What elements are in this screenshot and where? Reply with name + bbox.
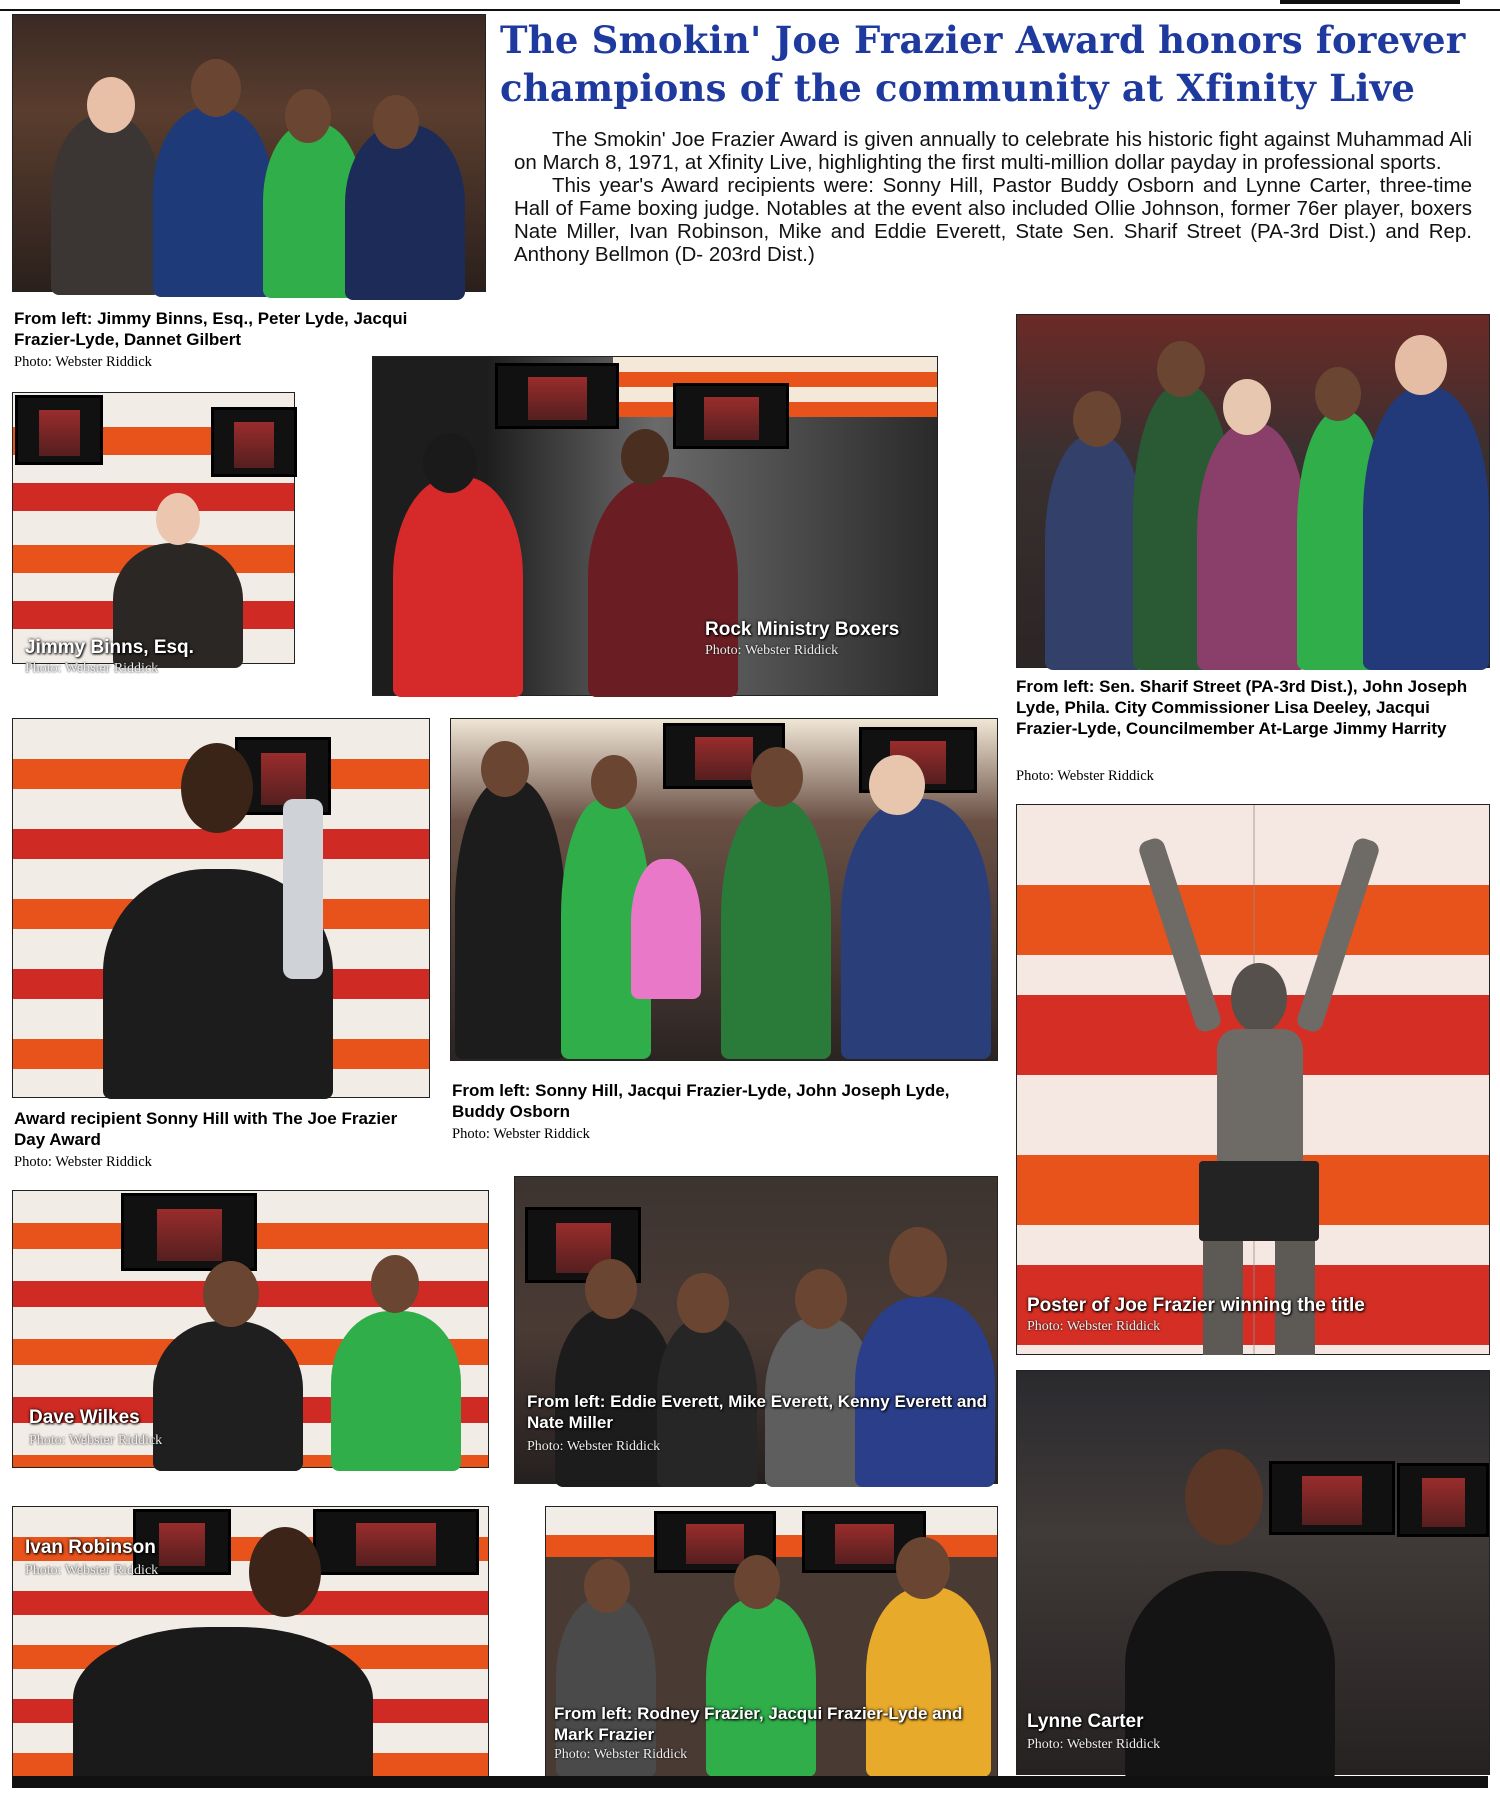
credit-dave: Photo: Webster Riddick <box>29 1433 163 1448</box>
caption-ivan: Ivan Robinson <box>25 1537 156 1558</box>
photo-ivan-robinson <box>12 1506 489 1783</box>
photo-dave-wilkes <box>12 1190 489 1468</box>
photo-jimmy-binns <box>12 392 295 676</box>
caption-lynne: Lynne Carter <box>1027 1711 1144 1732</box>
caption-sonny: Award recipient Sonny Hill with The Joe Frazier Day Award <box>14 1109 398 1149</box>
photo-lynne-carter <box>1016 1370 1490 1775</box>
caption-jimmy: Jimmy Binns, Esq. <box>25 637 194 658</box>
caption-poster: Poster of Joe Frazier winning the title <box>1027 1295 1365 1316</box>
credit-sonny: Photo: Webster Riddick <box>14 1154 152 1170</box>
credit-rock: Photo: Webster Riddick <box>705 643 839 658</box>
photo-osborn-group <box>450 718 998 1061</box>
photo-top-group <box>12 14 486 292</box>
caption-dave: Dave Wilkes <box>29 1407 140 1428</box>
caption-rodney: From left: Rodney Frazier, Jacqui Frazier-Lyde and Mark Frazier <box>554 1704 963 1744</box>
credit-top-group: Photo: Webster Riddick <box>14 354 152 370</box>
photo-sonny-hill <box>12 718 430 1098</box>
credit-poster: Photo: Webster Riddick <box>1027 1319 1161 1334</box>
paragraph-2: This year's Award recipients were: Sonny Hill, Pastor Buddy Osborn and Lynne Carter, three-time Hall of Fame boxing judge. Notables at the event also included Ollie Johnson, former 76er player, boxers Nate Miller, Ivan Robinson, Mike and Eddie Everett, State Sen. Sharif Street (PA-3rd Dist.) and Rep. Anthony Bellmon (D- 203rd Dist.) <box>514 174 1472 266</box>
caption-top-group: From left: Jimmy Binns, Esq., Peter Lyde, Jacqui Frazier-Lyde, Dannet Gilbert <box>14 309 408 349</box>
article-body <box>514 128 1472 266</box>
top-rule-thin <box>0 9 1500 11</box>
photo-frazier-poster <box>1016 804 1490 1355</box>
caption-osborn-group: From left: Sonny Hill, Jacqui Frazier-Lyde, John Joseph Lyde, Buddy Osborn <box>452 1081 950 1121</box>
caption-rock: Rock Ministry Boxers <box>705 619 900 640</box>
photo-everett-group <box>514 1176 998 1484</box>
credit-jimmy: Photo: Webster Riddick <box>25 661 159 676</box>
bottom-rule <box>12 1776 1488 1788</box>
headline: The Smokin' Joe Frazier Award honors forever champions of the community at Xfinity Live <box>500 18 1466 110</box>
top-rule <box>1280 0 1460 4</box>
photo-rock-ministry <box>372 356 938 696</box>
paragraph-1: The Smokin' Joe Frazier Award is given annually to celebrate his historic fight against Muhammad Ali on March 8, 1971, at Xfinity Live, highlighting the first multi-million dollar payday in professional sports. <box>514 128 1472 174</box>
caption-street-group: From left: Sen. Sharif Street (PA-3rd Dist.), John Joseph Lyde, Phila. City Commissioner Lisa Deeley, Jacqui Frazier-Lyde, Councilmember At-Large Jimmy Harrity <box>1016 677 1468 738</box>
photo-rodney-group <box>545 1506 998 1778</box>
caption-everett: From left: Eddie Everett, Mike Everett, Kenny Everett and Nate Miller <box>527 1392 988 1432</box>
credit-rodney: Photo: Webster Riddick <box>554 1747 688 1762</box>
photo-street-group <box>1016 314 1490 668</box>
credit-ivan: Photo: Webster Riddick <box>25 1563 159 1578</box>
credit-street-group: Photo: Webster Riddick <box>1016 768 1154 784</box>
credit-osborn-group: Photo: Webster Riddick <box>452 1126 590 1142</box>
credit-everett: Photo: Webster Riddick <box>527 1439 661 1454</box>
credit-lynne: Photo: Webster Riddick <box>1027 1737 1161 1752</box>
